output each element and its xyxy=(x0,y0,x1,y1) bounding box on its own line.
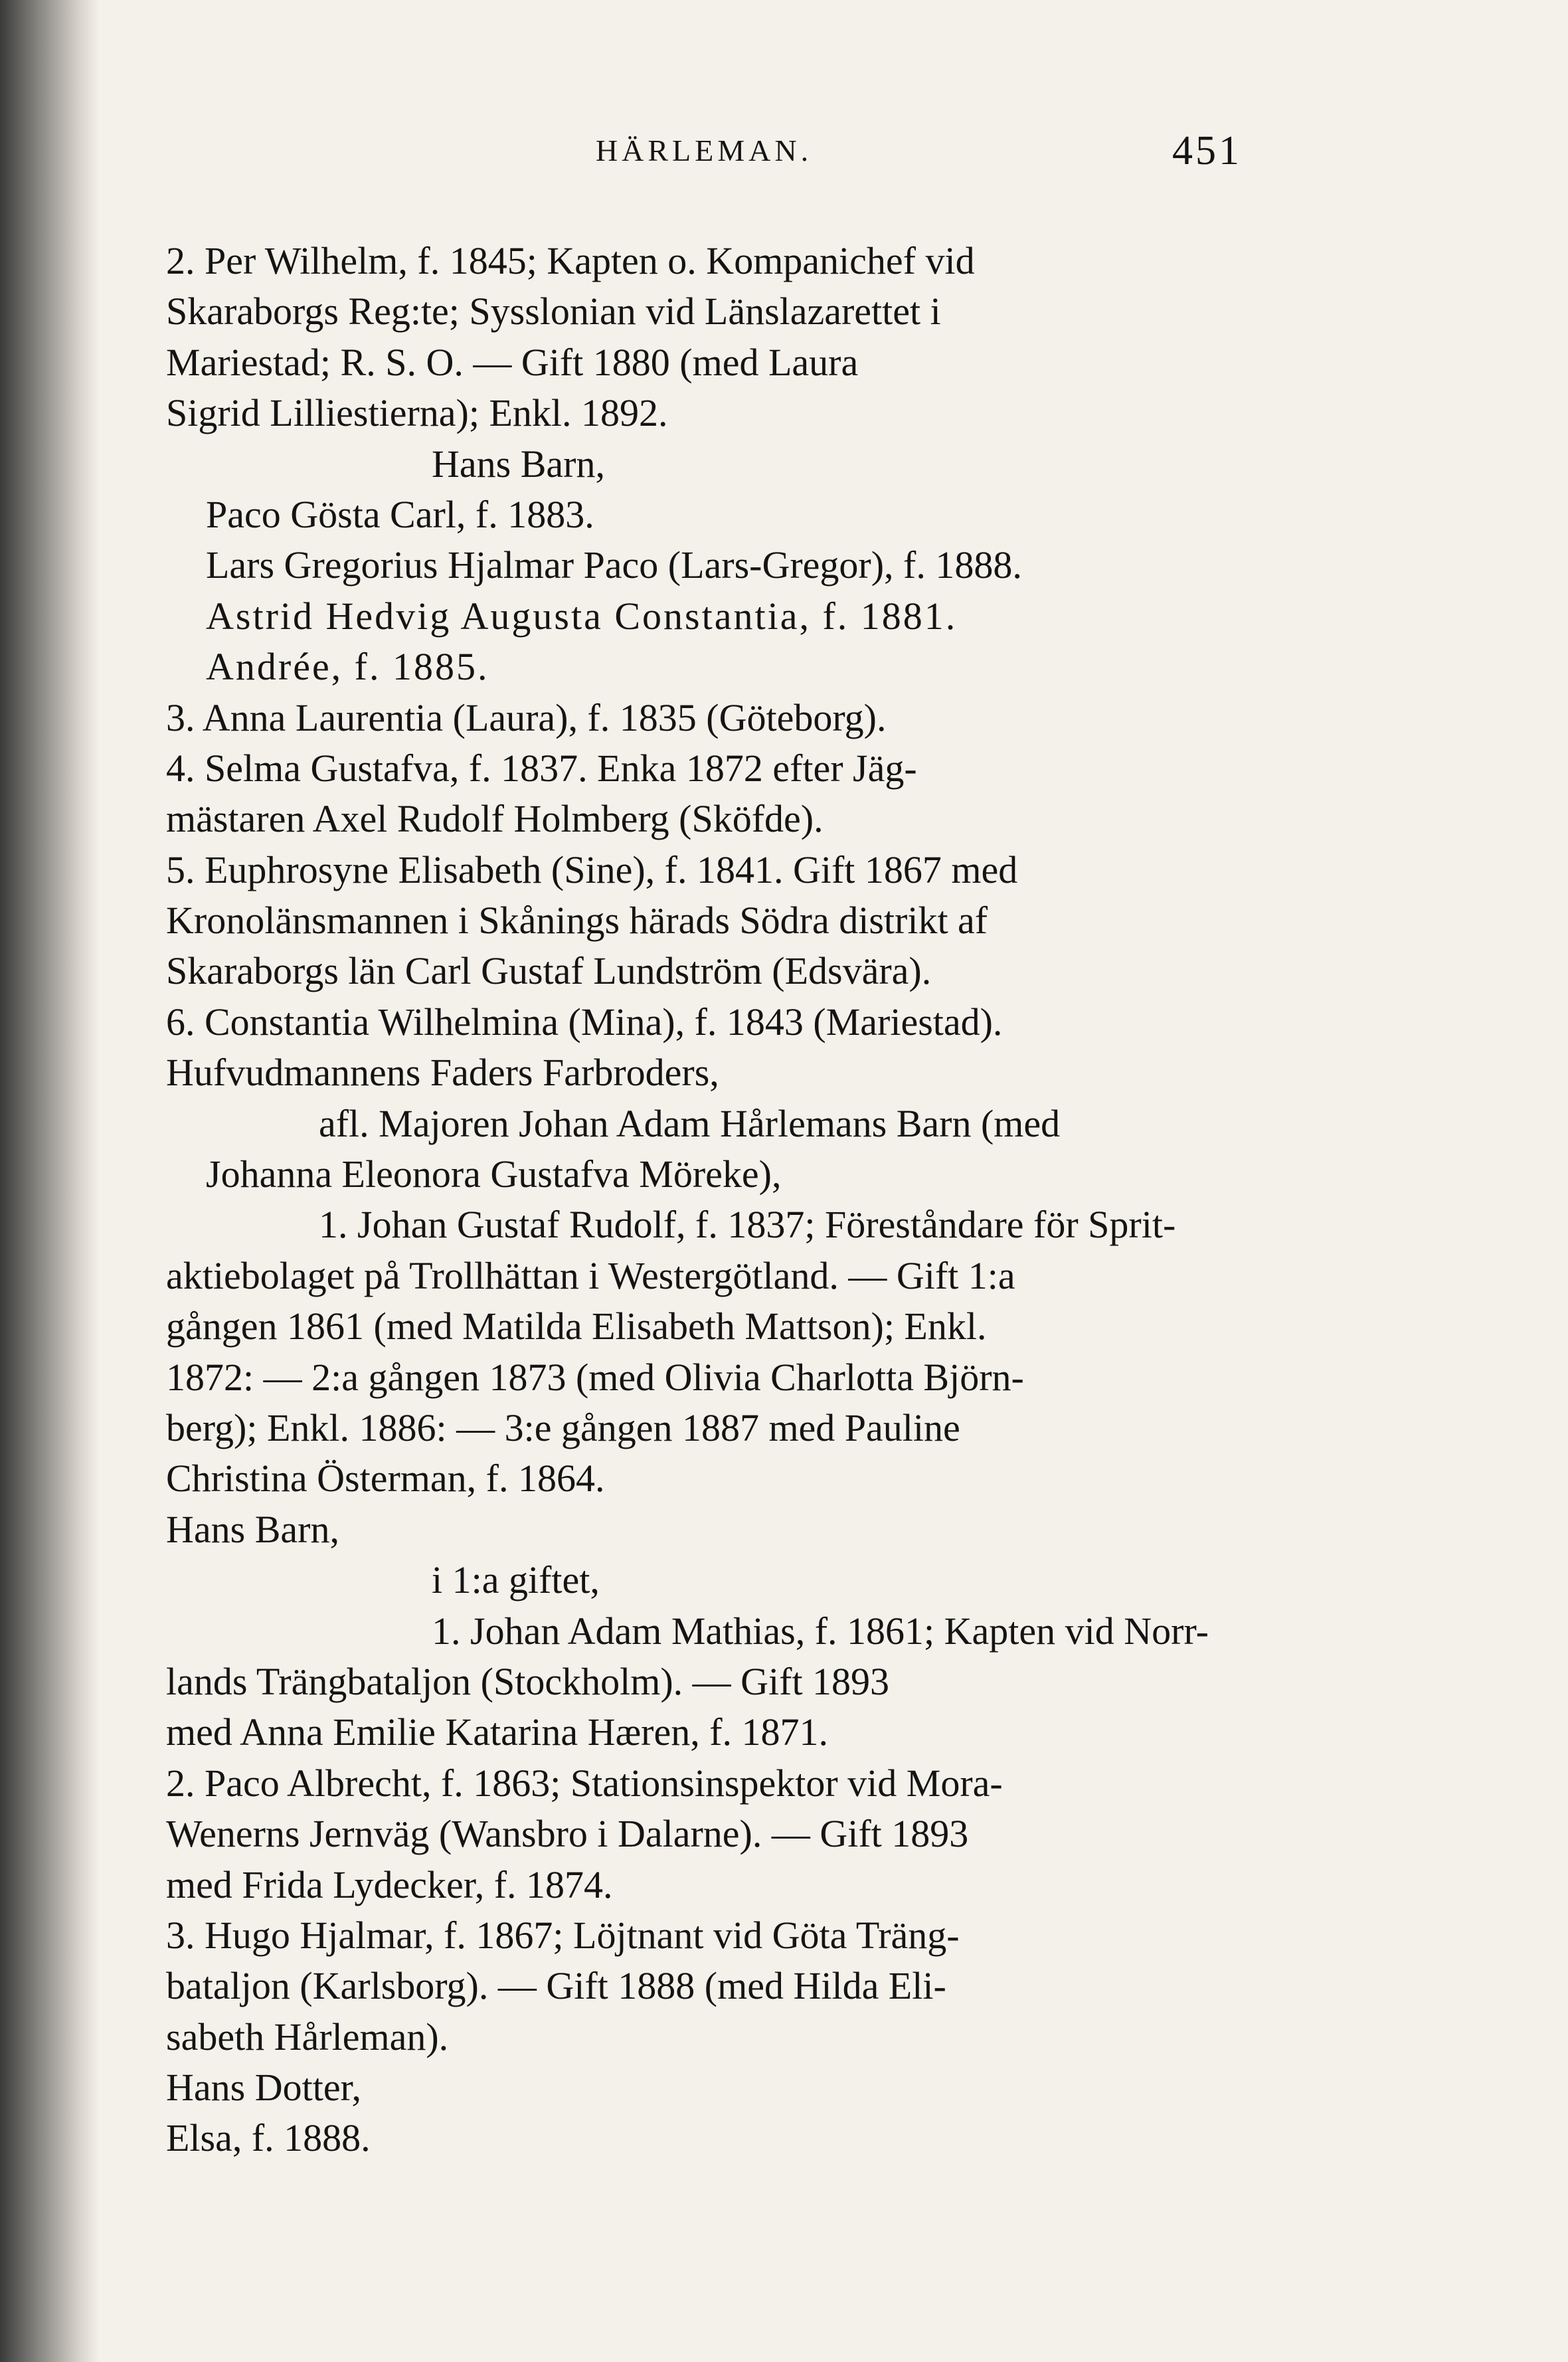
section-heading: afl. Majoren Johan Adam Hårlemans Barn (med xyxy=(319,1101,1061,1145)
text-line: Andrée, f. 1885. xyxy=(206,645,489,689)
text-line: Hans Barn, xyxy=(166,1507,339,1551)
text-line: 1. Johan Gustaf Rudolf, f. 1837; Föreståndare för Sprit- xyxy=(319,1203,1176,1247)
text-line: 4. Selma Gustafva, f. 1837. Enka 1872 efter Jäg- xyxy=(166,746,917,790)
text-line: med Frida Lydecker, f. 1874. xyxy=(166,1862,613,1906)
text-line: berg); Enkl. 1886: — 3:e gången 1887 med Pauline xyxy=(166,1406,960,1449)
text-line xyxy=(166,2164,1308,2215)
text-line: Paco Gösta Carl, f. 1883. xyxy=(206,492,594,536)
section-heading: i 1:a giftet, xyxy=(432,1558,600,1602)
page-header xyxy=(166,128,1242,179)
text-line: Hufvudmannens Faders Farbroders, xyxy=(166,1051,719,1095)
text-line: Lars Gregorius Hjalmar Paco (Lars-Gregor), f. 1888. xyxy=(206,543,1022,587)
text-line xyxy=(166,2266,1308,2316)
text-line: sabeth Hårleman). xyxy=(166,2015,449,2058)
text-line: aktiebolaget på Trollhättan i Westergötland. — Gift 1:a xyxy=(166,1253,1015,1297)
section-heading: 1. Johan Adam Mathias, f. 1861; Kapten vid Norr- xyxy=(432,1609,1209,1653)
text-line: Christina Österman, f. 1864. xyxy=(166,1457,605,1500)
text-line: lands Trängbataljon (Stockholm). — Gift 1893 xyxy=(166,1659,890,1703)
text-line: Johanna Eleonora Gustafva Möreke), xyxy=(206,1152,782,1196)
text-line: 3. Anna Laurentia (Laura), f. 1835 (Göteborg). xyxy=(166,695,887,739)
text-line: 6. Constantia Wilhelmina (Mina), f. 1843 (Mariestad). xyxy=(166,1000,1003,1044)
running-head: HÄRLEMAN. xyxy=(595,134,813,167)
text-line: Sigrid Lilliestierna); Enkl. 1892. xyxy=(166,391,668,435)
text-line: mästaren Axel Rudolf Holmberg (Sköfde). xyxy=(166,797,824,841)
text-line: 3. Hugo Hjalmar, f. 1867; Löjtnant vid Göta Träng- xyxy=(166,1913,960,1957)
text-line: Skaraborgs Reg:te; Sysslonian vid Länslazarettet i xyxy=(166,290,941,333)
page-number: 451 xyxy=(1172,128,1242,173)
text-line: 2. Per Wilhelm, f. 1845; Kapten o. Kompanichef vid xyxy=(166,239,975,282)
text-line: Astrid Hedvig Augusta Constantia, f. 1881. xyxy=(206,594,958,638)
section-heading: Hans Barn, xyxy=(432,442,605,486)
text-line: Wenerns Jernväg (Wansbro i Dalarne). — Gift 1893 xyxy=(166,1812,969,1856)
text-line: 1872: — 2:a gången 1873 (med Olivia Charlotta Björn- xyxy=(166,1355,1024,1399)
text-line: Elsa, f. 1888. xyxy=(166,2116,371,2160)
text-line: Hans Dotter, xyxy=(166,2066,362,2110)
text-line: gången 1861 (med Matilda Elisabeth Mattson); Enkl. xyxy=(166,1305,987,1348)
text-line: Mariestad; R. S. O. — Gift 1880 (med Laura xyxy=(166,340,859,384)
text-line: Skaraborgs län Carl Gustaf Lundström (Edsvära). xyxy=(166,949,932,993)
text-line: bataljon (Karlsborg). — Gift 1888 (med Hilda Eli- xyxy=(166,1964,946,2008)
text-line: 5. Euphrosyne Elisabeth (Sine), f. 1841. Gift 1867 med xyxy=(166,848,1018,891)
text-line: med Anna Emilie Katarina Hæren, f. 1871. xyxy=(166,1710,829,1754)
section-heading xyxy=(166,2215,1308,2265)
page-body xyxy=(166,236,1308,2316)
text-line: Kronolänsmannen i Skånings härads Södra distrikt af xyxy=(166,899,988,943)
text-line: 2. Paco Albrecht, f. 1863; Stationsinspektor vid Mora- xyxy=(166,1761,1003,1805)
